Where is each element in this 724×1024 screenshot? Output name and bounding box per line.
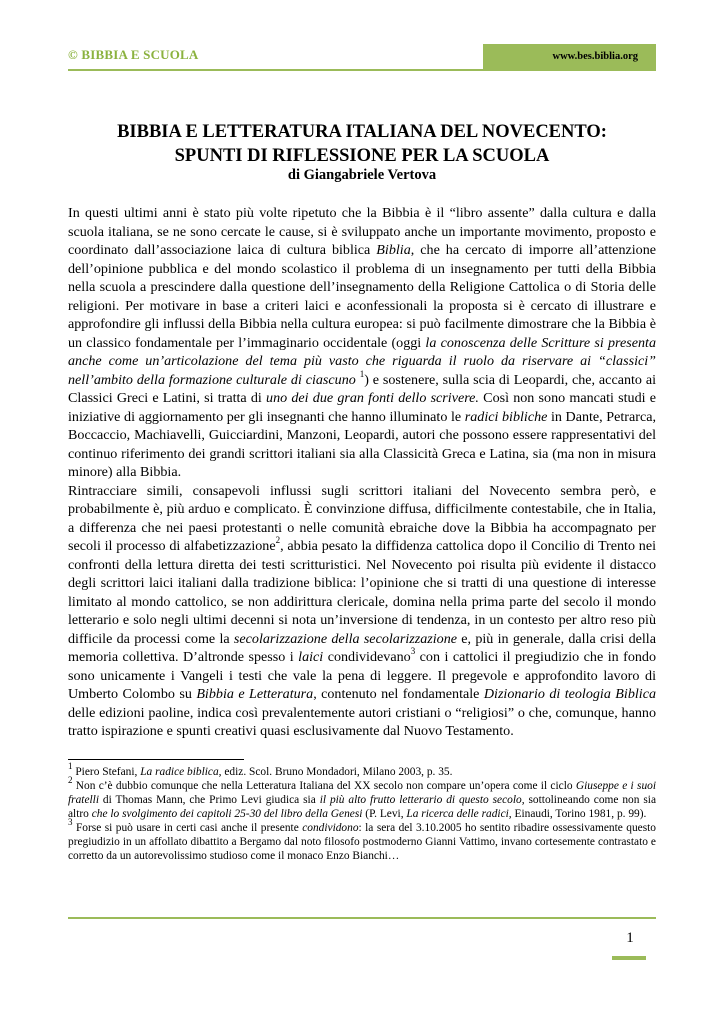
italic-run: uno dei due gran fonti dello scrivere. — [266, 390, 479, 406]
article-body — [68, 204, 656, 741]
footnote-number: 3 — [68, 817, 73, 828]
footnote-3 — [68, 817, 656, 863]
page-number: 1 — [626, 930, 634, 946]
text-run: Rintracciare simili, consapevoli influssi sugli scrittori italiani del Novecento sembra però, e probabilmente è, più arduo e complicato. È convinzione diffusa, difficilmente contestabile, che in Italia, a differenza che nei paesi protestanti o nelle comunità ebraiche dove la Bibbia ha accompagnato per secoli il processo di alfabetizzazione — [68, 482, 656, 554]
italic-run: che lo svolgimento dei capitoli 25-30 del libro della Genesi — [91, 808, 363, 820]
footnote-2 — [68, 775, 656, 821]
paragraph-2 — [68, 482, 656, 741]
footnotes — [68, 761, 656, 863]
text-run: Einaudi, Torino 1981, p. 99). — [511, 808, 647, 820]
italic-run: radici bibliche — [464, 408, 548, 425]
italic-run: laici — [298, 649, 324, 665]
header-publisher: © BIBBIA E SCUOLA — [68, 47, 199, 62]
italic-run: Giuseppe e i suoi fratelli — [68, 780, 656, 806]
italic-run: Dizionario di teologia Biblica — [483, 686, 657, 702]
italic-run: Biblia — [376, 242, 411, 258]
footnote-ref-1[interactable]: 1 — [359, 368, 365, 379]
italic-run: la conoscenza delle Scritture si presenta anche come un’articolazione del tema più vasto che riguarda il ruolo da riservare ai “classici” nell’ambito della formazione culturale di ciascuno — [68, 334, 657, 388]
text-run: Piero Stefani, — [72, 766, 141, 778]
author-byline: di Giangabriele Vertova — [287, 167, 437, 183]
title-line-2: SPUNTI DI RIFLESSIONE PER LA SCUOLA — [174, 146, 550, 166]
footnote-ref-2[interactable]: 2 — [275, 535, 281, 546]
text-run: : la sera del 3.10.2005 ho sentito ribadire ossessivamente questo pregiudizio in un affollato dibattito a Bergamo dal noto filosofo postmoderno Gianni Vattimo, invano cortesemente contrastato e corretto da un autorevolissimo studioso come il monaco Enzo Bianchi… — [68, 822, 656, 862]
text-run: , contenuto nel fondamentale — [313, 686, 484, 702]
article-title — [68, 120, 656, 168]
text-run: con i cattolici il pregiudizio che in fondo sono unicamente i Vangeli i testi che vale la pena di leggere. Il pregevole e approfondito lavoro di Umberto Colombo su — [68, 649, 657, 702]
footnote-1 — [68, 761, 656, 779]
footnote-separator — [68, 759, 244, 760]
title-line-1: BIBBIA E LETTERATURA ITALIANA DEL NOVECENTO: — [117, 122, 607, 142]
text-run: delle edizioni paoline, indica così prevalentemente autori cristiani o “religiosi” o che, comunque, hanno tratto ispirazione e spunti creativi quasi esclusivamente dal Nuovo Testamento. — [68, 704, 656, 739]
text-run: Forse si può usare in certi casi anche il presente — [72, 822, 303, 834]
italic-run: il più alto frutto letterario di questo secolo, — [319, 794, 525, 806]
header-website: www.bes.biblia.org — [552, 51, 638, 62]
text-run: di Thomas Mann, che Primo Levi giudica sia — [99, 794, 320, 806]
text-run: Così non sono mancati studi e iniziative di aggiornamento per gli insegnanti che hanno illuminato le — [68, 390, 657, 425]
footnote-number: 2 — [68, 775, 73, 786]
text-run: ) e sostenere, sulla scia di Leopardi, che, accanto ai Classici Greci e Latini, si tratta di — [68, 371, 656, 406]
header-website-badge — [483, 44, 656, 69]
italic-run: La radice biblica, — [140, 766, 222, 778]
footnote-ref-3[interactable]: 3 — [410, 646, 416, 657]
text-run: In questi ultimi anni è stato più volte ripetuto che la Bibbia è il “libro assente” dalla cultura e dalla scuola italiana, se ne sono cercate le cause, si è sviluppato anche un importante movimento, proposto e coordinato dall’associazione laica di cultura biblica — [68, 205, 656, 258]
text-run: ediz. Scol. Bruno Mondadori, Milano 2003, p. 35. — [221, 766, 453, 778]
paragraph-1 — [68, 204, 656, 482]
header-divider — [68, 69, 656, 71]
text-run: e, più in generale, dalla crisi della memoria collettiva. D’altronde spesso i — [68, 630, 656, 665]
italic-run: Bibbia e Letteratura — [196, 686, 314, 702]
text-run: , abbia pesato la diffidenza cattolica dopo il Concilio di Trento nei confronti della lettura diretta dei testi scritturistici. Nel Novecento poi risulta più evidente il distacco degli scrittori laici italiani dalla tradizione biblica: l’opinione che si tratti di una questione di interesse limitato al mondo cattolico, se non addirittura clericale, domina nella prima parte del secolo il mondo letterario e solo negli ultimi decenni si nota un’inversione di tendenza, in un contesto per altro reso più difficile da processi come la — [68, 538, 657, 647]
text-run: , che ha cercato di imporre all’attenzione dell’opinione pubblica e del mondo scolastico il problema di un insegnamento per tutti della Bibbia nella scuola a prescindere dalla questione dell’insegnamento della Religione Cattolica o di Storia delle religioni. Per motivare in base a criteri laici e aconfessionali la proposta si è cercato di illustrare e approfondire gli influssi della Bibbia nella cultura europea: si può facilmente dimostrare che la Bibbia è un classico fondamentale per l’immaginario occidentale (oggi — [68, 242, 657, 351]
italic-run: condividono — [302, 822, 359, 834]
text-run: condividevano — [323, 649, 411, 665]
footer-divider — [68, 917, 656, 919]
text-run: (P. Levi, — [362, 808, 407, 820]
italic-run: secolarizzazione della secolarizzazione — [233, 630, 457, 647]
text-run: Non c’è dubbio comunque che nella Letteratura Italiana del XX secolo non compare un’opera come il ciclo — [72, 780, 576, 792]
text-run: in Dante, Petrarca, Boccaccio, Machiavelli, Guicciardini, Manzoni, Leopardi, autori che possono essere rappresentativi del continuo riferimento dei grandi scrittori italiani sia alla Classicità Greca e Latina, sia (ma non in misura minore) alla Bibbia. — [68, 408, 656, 480]
italic-run: La ricerca delle radici, — [406, 808, 512, 820]
page-number-underline — [612, 956, 646, 960]
footnote-number: 1 — [68, 761, 73, 772]
text-run: sottolineando come non sia altro — [68, 794, 656, 820]
